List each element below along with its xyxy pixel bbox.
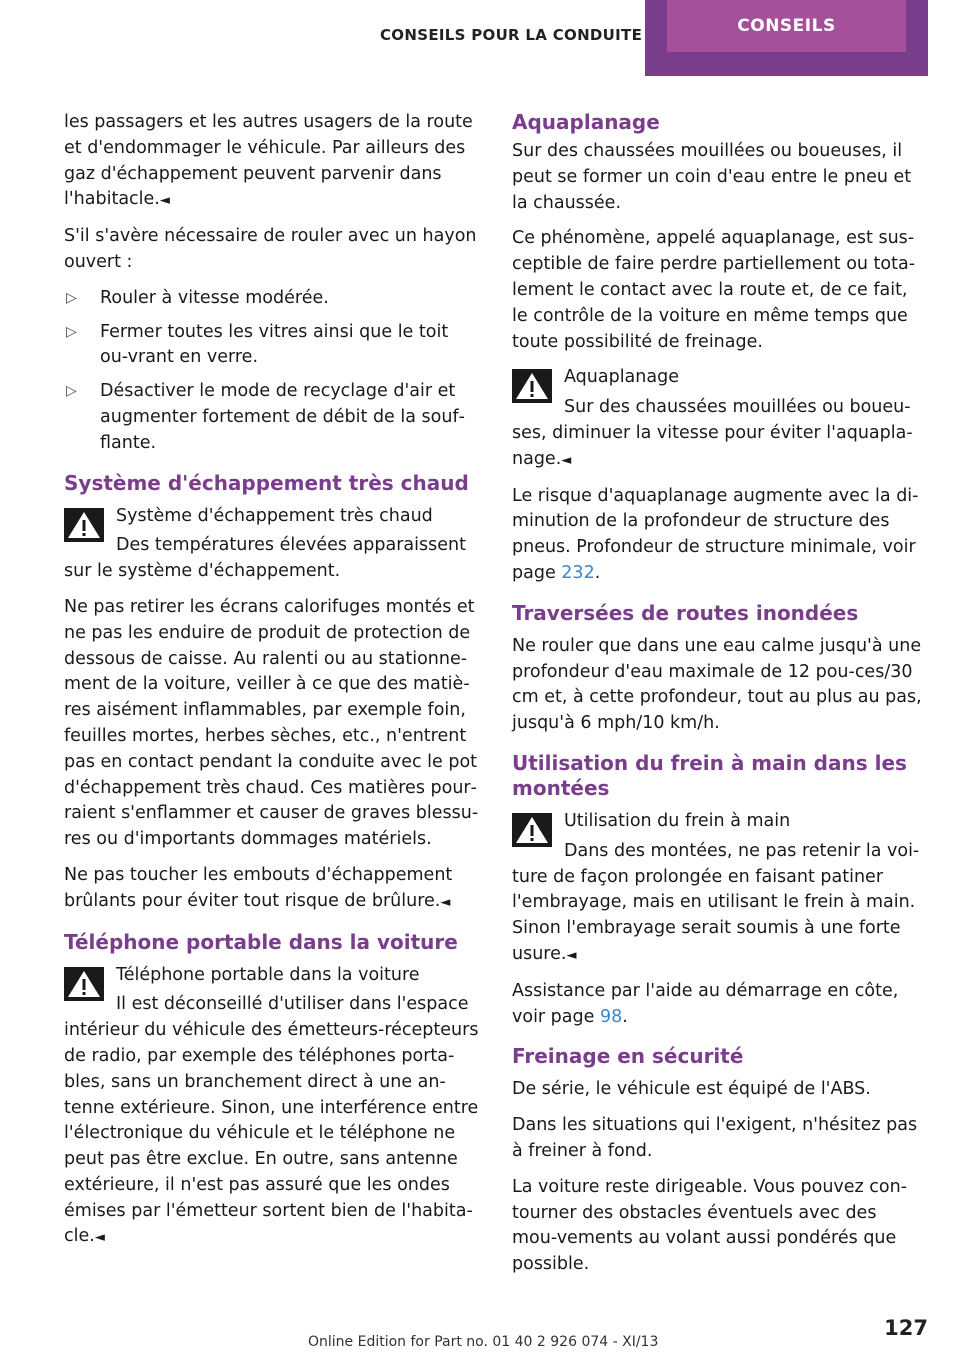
warning-title: Aquaplanage	[564, 367, 679, 388]
left-column	[64, 110, 479, 1261]
section-heading-handbrake: Utilisation du frein à main dans les montées	[512, 750, 907, 800]
warning-box	[512, 365, 927, 473]
warning-text: Dans des montées, ne pas retenir la voi‐ture de façon prolongée en faisant patiner l'embrayage, mais en utilisant le frein à main. Sinon l'embrayage serait soumis à une forte usure.	[512, 840, 920, 964]
end-mark: ◄	[561, 452, 572, 468]
paragraph: Ne pas retirer les écrans calorifuges montés et ne pas les enduire de produit de protection de dessous de caisse. Au ralenti ou au stationne‐ment de la voiture, veiller à ce que des matiè‐res aisément inflammables, par exemple foin, feuilles mortes, herbes sèches, etc., n'entrent pas en contact pendant la conduite avec le pot d'échappement très chaud. Ces matières pour‐raient s'enflammer et causer de graves blessu‐res ou d'importants dommages matériels.	[64, 596, 479, 850]
warning-text: Sur des chaussées mouillées ou boueu‐ses, diminuer la vitesse pour éviter l'aquapla‐nage.	[512, 397, 913, 469]
footer-edition-text: Online Edition for Part no. 01 40 2 926 074 - XI/13	[308, 1334, 659, 1350]
end-mark: ◄	[159, 193, 170, 209]
list-item: ▷ Fermer toutes les vitres ainsi que le toit ou‐vrant en verre.	[66, 321, 449, 368]
warning-title: Système d'échappement très chaud	[116, 505, 433, 526]
page-link-232[interactable]: 232	[561, 562, 595, 583]
warning-box	[64, 963, 479, 1252]
list-item: ▷ Rouler à vitesse modérée.	[64, 286, 479, 312]
warning-box	[512, 809, 927, 969]
header-tab-label: CONSEILS	[667, 0, 906, 52]
header-section-title: CONSEILS POUR LA CONDUITE	[380, 26, 643, 44]
list-item: ▷ Désactiver le mode de recyclage d'air et augmenter fortement de débit de la souf‐flante.	[66, 381, 465, 453]
paragraph: Dans les situations qui l'exigent, n'hésitez pas à freiner à fond.	[512, 1115, 918, 1161]
warning-title: Téléphone portable dans la voiture	[116, 964, 420, 985]
paragraph: les passagers et les autres usagers de la route et d'endommager le véhicule. Par ailleurs des gaz d'échappement peuvent parvenir dans l'habitacle.◄	[64, 112, 473, 210]
paragraph: Assistance par l'aide au démarrage en côte, voir page 98.	[512, 980, 899, 1027]
end-mark: ◄	[440, 894, 451, 910]
header-tab	[645, 0, 928, 76]
paragraph: Ne rouler que dans une eau calme jusqu'à une profondeur d'eau maximale de 12 pou‐ces/30 cm et, à cette profondeur, tout au plus au pas, jusqu'à 6 mph/10 km/h.	[512, 635, 922, 734]
end-mark: ◄	[94, 1230, 105, 1246]
section-heading-phone: Téléphone portable dans la voiture	[64, 929, 458, 954]
section-heading-safe-braking: Freinage en sécurité	[512, 1044, 744, 1069]
warning-text: Des températures élevées apparaissent sur le système d'échappement.	[64, 535, 466, 582]
bullet-icon: ▷	[66, 323, 77, 340]
paragraph: Sur des chaussées mouillées ou boueuses, il peut se former un coin d'eau entre le pneu et la chaussée.	[512, 141, 912, 213]
footer	[0, 1320, 960, 1360]
page-link-98[interactable]: 98	[599, 1006, 623, 1027]
warning-triangle-icon	[64, 508, 104, 542]
warning-triangle-icon	[512, 813, 552, 847]
section-heading-exhaust: Système d'échappement très chaud	[64, 470, 469, 495]
right-column	[512, 110, 927, 1288]
warning-title: Utilisation du frein à main	[564, 810, 791, 831]
paragraph: S'il s'avère nécessaire de rouler avec un hayon ouvert :	[64, 226, 477, 272]
bullet-icon: ▷	[66, 383, 77, 400]
warning-box	[64, 504, 479, 585]
end-mark: ◄	[566, 947, 577, 963]
paragraph: Ce phénomène, appelé aquaplanage, est sus‐ceptible de faire perdre partiellement ou tota‐lement le contact avec la route et, de ce fait, le contrôle de la voiture en même temps que toute possibilité de freinage.	[512, 228, 916, 352]
paragraph: Ne pas toucher les embouts d'échappement brûlants pour éviter tout risque de brûlure.◄	[64, 864, 453, 911]
section-heading-flooded-roads: Traversées de routes inondées	[512, 600, 859, 625]
paragraph: Le risque d'aquaplanage augmente avec la di‐minution de la profondeur de structure des pneus. Profondeur de structure minimale, voir page 232.	[512, 485, 919, 583]
page-number: 127	[884, 1316, 928, 1340]
warning-triangle-icon	[64, 967, 104, 1001]
warning-text: Il est déconseillé d'utiliser dans l'espace intérieur du véhicule des émetteurs-récepteurs de radio, par exemple des téléphones porta‐bles, sans un branchement direct à une an‐tenne extérieure. Sinon, une interférence entre l'électronique du véhicule et le téléphone ne peut pas être exclue. En outre, sans antenne extérieure, il n'est pas assuré que les ondes émises par l'émetteur sortent bien de l'habita‐cle.	[64, 994, 479, 1247]
paragraph: De série, le véhicule est équipé de l'ABS.	[512, 1079, 871, 1100]
warning-triangle-icon	[512, 369, 552, 403]
bullet-icon: ▷	[66, 289, 77, 306]
paragraph: La voiture reste dirigeable. Vous pouvez con‐tourner des obstacles éventuels avec des mou‐vements au volant aussi pondérés que possible.	[512, 1176, 908, 1275]
bullet-list	[64, 286, 479, 457]
section-heading-aquaplanage: Aquaplanage	[512, 110, 660, 134]
